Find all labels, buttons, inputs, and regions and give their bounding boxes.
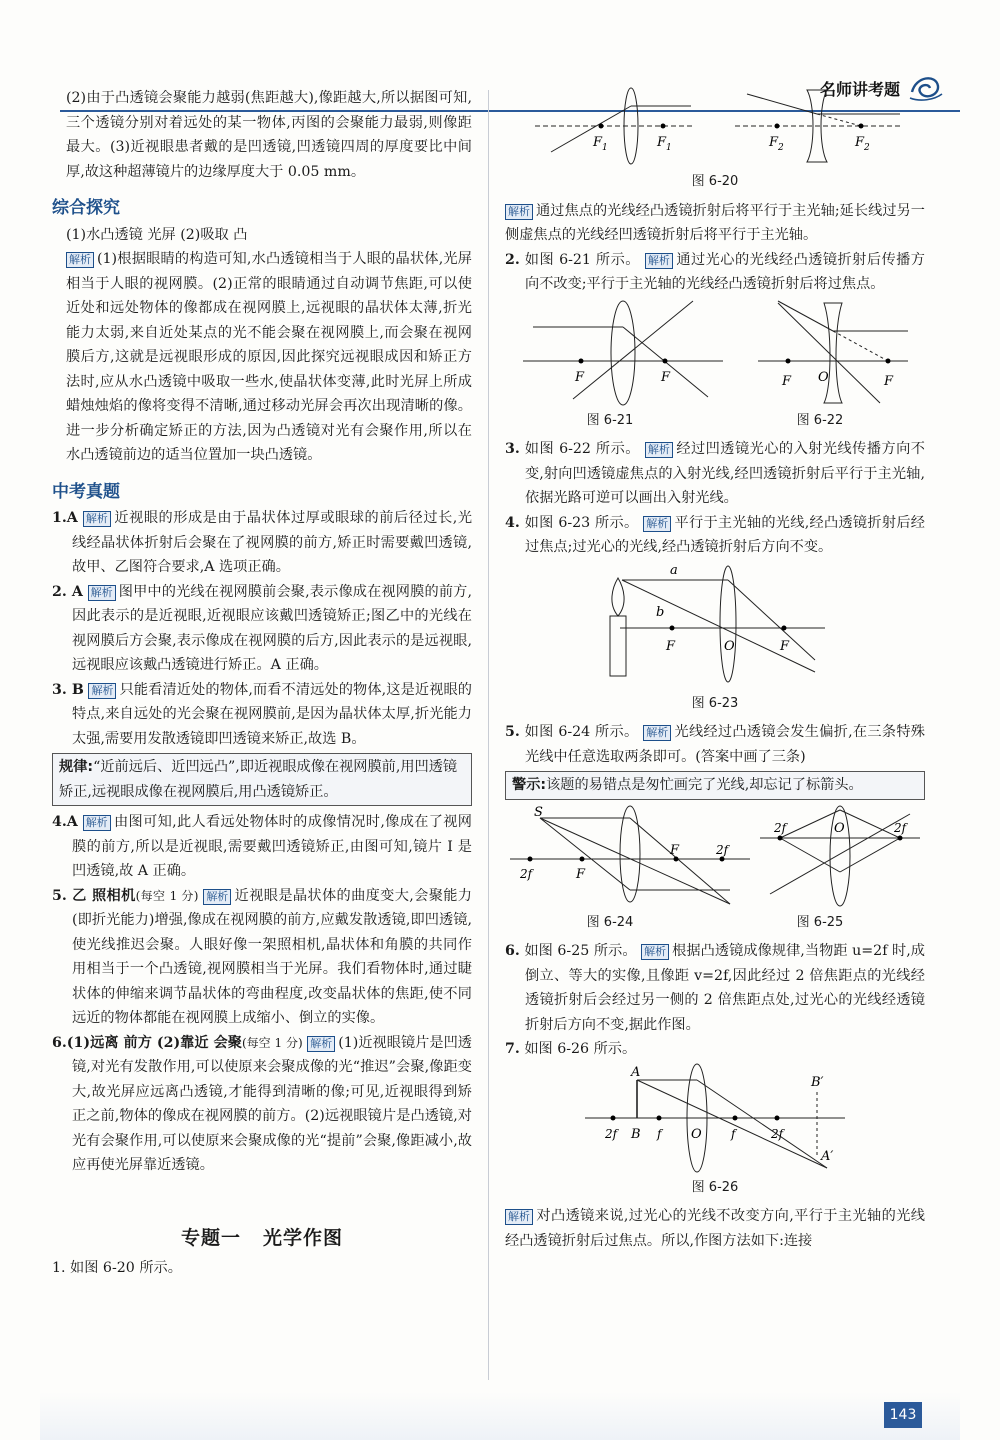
s1-analysis xyxy=(52,247,472,468)
ray xyxy=(817,114,861,126)
label-f: F xyxy=(576,866,586,882)
fig-6-23-caption: 图 6-23 xyxy=(691,695,739,711)
focus-point xyxy=(528,856,533,861)
fig-6-25-caption: 图 6-25 xyxy=(796,914,844,930)
label-f: F xyxy=(660,369,670,385)
ray xyxy=(728,580,815,660)
analysis-tag: 解析 xyxy=(641,944,669,960)
q6 xyxy=(52,1031,472,1178)
p7-analysis xyxy=(505,1204,925,1253)
label-f: F xyxy=(666,638,676,654)
label-f2-left-sub: 2 xyxy=(778,143,784,153)
p6-label: 6. xyxy=(505,943,520,959)
focus-point xyxy=(733,1115,738,1120)
special-title-b: 光学作图 xyxy=(263,1226,344,1249)
q2 xyxy=(52,580,472,678)
label-2f: 2f xyxy=(774,820,787,835)
q5 xyxy=(52,884,472,1031)
label-f: F xyxy=(780,638,790,654)
p4-analysis: 平行于主光轴的光线,经凸透镜折射后经过焦点;过光心的光线,经凸透镜折射后方向不变。 xyxy=(525,514,925,555)
q1 xyxy=(52,506,472,580)
p4-text: 如图 6-23 所示。 xyxy=(524,514,639,531)
p6-analysis: 根据凸透镜成像规律,当物距 u=2f 时,成倒立、等大的实像,且像距 v=2f,因此经过 2 倍焦距点的光线经透镜折射后会经过另一侧的 2 倍焦距点处,过光心的光线经透镜折射后方向不变,据此作图。 xyxy=(525,943,925,1033)
focus-point xyxy=(611,1115,616,1120)
p4 xyxy=(505,511,925,560)
ray xyxy=(697,1080,827,1168)
convex-lens xyxy=(611,301,635,405)
q2-text: 图甲中的光线在视网膜前会聚,表示像成在视网膜的前方,因此表示的是近视眼,近视眼应该戴凹透镜矫正;图乙中的光线在视网膜后方会聚,表示像成在视网膜的后方,因此表示的是远视眼,远视眼应该戴凸透镜进行矫正。A 正确。 xyxy=(72,583,473,673)
figure-6-22 xyxy=(758,297,908,407)
focus-point xyxy=(657,1115,662,1120)
analysis-tag: 解析 xyxy=(505,1209,533,1225)
focus-point xyxy=(661,124,666,129)
figure-6-23 xyxy=(600,560,830,690)
analysis-tag: 解析 xyxy=(203,889,231,905)
footer-band xyxy=(40,1392,960,1440)
p7-label: 7. xyxy=(505,1041,520,1057)
p2-text: 如图 6-21 所示。 xyxy=(524,251,640,268)
focus-point xyxy=(775,1115,780,1120)
q5-label: 5. 乙 照相机 xyxy=(52,887,136,904)
ray xyxy=(778,303,880,403)
focus-point xyxy=(578,358,583,363)
focus-point xyxy=(859,124,864,129)
p5-analysis: 光线经过凸透镜会发生偏折,在三条特殊光线中任意选取两条即可。(答案中画了三条) xyxy=(525,724,925,765)
label-2f: 2f xyxy=(716,842,729,857)
caption-row-21-22 xyxy=(505,407,925,438)
rule-label: 规律: xyxy=(59,759,94,775)
analysis-tag: 解析 xyxy=(645,253,673,269)
label-f: f xyxy=(731,1126,736,1141)
label-b-prime: B′ xyxy=(811,1074,824,1090)
analysis-tag: 解析 xyxy=(645,442,673,458)
label-2f: 2f xyxy=(771,1126,784,1141)
q3-text: 只能看清近处的物体,而看不清远处的物体,这是近视眼的特点,来自远处的光会聚在视网膜前,是因为晶状体太厚,折光能力太强,需要用发散透镜即凹透镜来矫正,故选 B。 xyxy=(72,681,472,747)
p2 xyxy=(505,248,925,297)
ray xyxy=(551,106,631,152)
p3-label: 3. xyxy=(505,441,520,457)
label-2f: 2f xyxy=(605,1126,618,1141)
figure-6-24 xyxy=(510,804,750,909)
focus-point xyxy=(720,856,725,861)
candle xyxy=(610,616,626,676)
ray xyxy=(637,1080,827,1168)
ray xyxy=(747,94,817,114)
intro-paragraph: (2)由于凸透镜会聚能力越弱(焦距越大),像距越大,所以据图可知,三个透镜分别对着远处的某一物体,丙图的会聚能力最弱,则像距最大。(3)近视眼患者戴的是凹透镜,凹透镜四周的厚度要比中间厚,故这种超薄镜片的边缘厚度大于 0.05 mm。 xyxy=(66,90,472,180)
label-f: F xyxy=(781,373,791,389)
label-b: b xyxy=(656,604,665,620)
label-f: F xyxy=(574,369,584,385)
section-title-comprehensive: 综合探究 xyxy=(52,198,120,218)
fig20-analysis-text: 通过焦点的光线经凸透镜折射后将平行于主光轴;延长线过另一侧虚焦点的光线经凹透镜折射后将平行于主光轴。 xyxy=(505,202,925,243)
rule-box xyxy=(52,753,472,806)
q4 xyxy=(52,810,472,884)
s1-answer: (1)水凸透镜 光屏 (2)吸取 凸 xyxy=(66,226,248,243)
label-f2-right-sub: 2 xyxy=(864,143,870,153)
label-o: O xyxy=(691,1126,702,1142)
fig-6-24-caption: 图 6-24 xyxy=(586,914,634,930)
label-o: O xyxy=(724,638,735,654)
ray xyxy=(780,838,840,872)
figure-row-21-22 xyxy=(505,297,925,407)
q4-text: 由图可知,此人看远处物体时的成像情况时,像成在了视网膜的前方,所以是近视眼,需要戴凹透镜矫正,由图可知,镜片 I 是凹透镜,故 A 正确。 xyxy=(72,814,472,879)
label-o: O xyxy=(817,369,829,385)
analysis-tag: 解析 xyxy=(505,204,533,220)
figure-6-21 xyxy=(523,297,723,407)
focus-point xyxy=(778,835,783,840)
label-b: B xyxy=(631,1126,641,1142)
label-f1-left-sub: 1 xyxy=(602,143,608,153)
fig-6-20-caption: 图 6-20 xyxy=(691,174,739,189)
fig-6-26-caption: 图 6-26 xyxy=(691,1179,739,1195)
p7 xyxy=(505,1037,925,1062)
p7-text: 如图 6-26 所示。 xyxy=(524,1041,637,1057)
label-s: S xyxy=(534,804,543,820)
focus-point xyxy=(885,358,890,363)
analysis-tag: 解析 xyxy=(83,511,111,527)
analysis-tag: 解析 xyxy=(88,683,116,699)
focus-point xyxy=(662,358,667,363)
figure-6-25 xyxy=(760,804,920,909)
warning-label: 警示: xyxy=(512,777,547,793)
label-f1-left: F xyxy=(593,135,603,150)
warning-text: 该题的易错点是匆忙画完了光线,却忘记了标箭头。 xyxy=(546,777,863,793)
figure-6-26 xyxy=(585,1062,845,1174)
ray xyxy=(622,580,815,672)
left-column xyxy=(52,86,472,1392)
analysis-tag: 解析 xyxy=(643,516,671,532)
q5-score: (每空 1 分) xyxy=(135,888,199,903)
ray xyxy=(630,818,730,904)
p3-text: 如图 6-22 所示。 xyxy=(524,441,640,457)
q6-label: 6.(1)远离 前方 (2)靠近 会聚 xyxy=(52,1034,242,1051)
analysis-tag: 解析 xyxy=(307,1036,335,1052)
focus-point xyxy=(785,358,790,363)
section-title-exam: 中考真题 xyxy=(52,481,120,502)
q1-label: 1.A xyxy=(52,510,78,526)
fig-6-21-caption: 图 6-21 xyxy=(586,412,634,428)
p2-label: 2. xyxy=(505,251,520,268)
analysis-tag: 解析 xyxy=(66,252,94,268)
label-f2-right: F xyxy=(855,135,865,150)
p4-label: 4. xyxy=(505,514,520,531)
q1-text: 近视眼的形成是由于晶状体过厚或眼球的前后径过长,光线经晶状体折射后会聚在了视网膜的前方,矫正时需要戴凹透镜,故甲、乙图符合要求,A 选项正确。 xyxy=(72,510,473,575)
q5-text: 近视眼是晶状体的曲度变大,会聚能力(即折光能力)增强,像成在视网膜的前方,应戴发散透镜,即凹透镜,使光线推迟会聚。人眼好像一架照相机,晶状体和角膜的共同作用相当于一个凸透镜,视网膜相当于光屏。我们看物体时,通过睫状体的伸缩来调节晶状体的弯曲程度,改变晶状体的焦距,使不同远近的物体都能在视网膜上成缩小、倒立的实像。 xyxy=(72,887,472,1026)
s1-analysis-text: (1)根据眼睛的构造可知,水凸透镜相当于人眼的晶状体,光屏相当于人眼的视网膜。(2)正常的眼睛通过自动调节焦距,可以使近处和远处物体的像都成在视网膜上,远视眼的晶状体太薄,折光能力太弱,来自近处某点的光不能会聚在视网膜上,而会聚在视网膜后方,这就是远视眼形成的原因,因此探究远视眼成因和矫正方法时,应从水凸透镜中吸取一些水,使晶状体变薄,此时光屏上所成蜡烛烛焰的像将变得不清晰,通过移动光屏会再次出现清晰的像。进一步分析确定矫正的方法,因为凸透镜对光有会聚作用,所以在水凸透镜前边的适当位置加一块凸透镜。 xyxy=(66,251,472,463)
p6-text: 如图 6-25 所示。 xyxy=(524,943,637,959)
label-f: F xyxy=(883,373,893,389)
ray xyxy=(840,838,900,872)
ray xyxy=(540,818,730,904)
focus-point xyxy=(599,124,604,129)
label-2f: 2f xyxy=(894,820,907,835)
focus-point xyxy=(580,856,585,861)
label-f1-right-sub: 1 xyxy=(666,143,672,153)
focus-point xyxy=(898,835,903,840)
page-number: 143 xyxy=(884,1402,922,1428)
analysis-tag: 解析 xyxy=(643,725,671,741)
p7-analysis-text: 对凸透镜来说,过光心的光线不改变方向,平行于主光轴的光线经凸透镜折射后过焦点。所以,作图方法如下:连接 xyxy=(505,1208,925,1249)
ray xyxy=(833,331,888,361)
focus-point xyxy=(670,625,675,630)
fig20-analysis xyxy=(505,199,925,248)
analysis-tag: 解析 xyxy=(88,585,116,601)
q6-score: (每空 1 分) xyxy=(241,1035,303,1050)
label-f: F xyxy=(670,842,680,858)
q6-text: (1)近视眼镜片是凹透镜,对光有发散作用,可以使原来会聚成像的光“推迟”会聚,像距变大,故光屏应远离凸透镜,才能得到清晰的像;可见,近视眼得到矫正之前,物体的像成在视网膜的前方。(2)远视眼镜片是凸透镜,对光有会聚作用,可以使原来会聚成像的光“提前”会聚,像距减小,故应再使光屏靠近透镜。 xyxy=(72,1034,472,1173)
p2-analysis: 通过光心的光线经凸透镜折射后传播方向不改变;平行于主光轴的光线经凸透镜折射后将过焦点。 xyxy=(525,251,925,292)
p6 xyxy=(505,939,925,1037)
column-divider xyxy=(488,90,489,1380)
special-title-a: 专题一 xyxy=(180,1226,241,1249)
label-a: a xyxy=(670,562,678,578)
q4-label: 4.A xyxy=(52,814,78,830)
special-topic-title xyxy=(52,1226,472,1251)
flame xyxy=(612,578,624,616)
p3 xyxy=(505,437,925,511)
right-column xyxy=(505,86,925,1392)
rule-text: “近前远后、近凹远凸”,即近视眼成像在视网膜前,用凹透镜矫正,远视眼成像在视网膜后,用凸透镜矫正。 xyxy=(59,759,458,800)
running-head: 名师讲考题 xyxy=(819,80,900,99)
label-f2-left: F xyxy=(769,135,779,150)
caption-row-24-25 xyxy=(505,909,925,940)
p5 xyxy=(505,720,925,769)
warning-box xyxy=(505,771,925,800)
p5-label: 5. xyxy=(505,724,520,740)
convex-lens xyxy=(720,566,736,682)
q3-label: 3. B xyxy=(52,681,84,698)
p3-analysis: 经过凹透镜光心的入射光线传播方向不变,射向凹透镜虚焦点的入射光线,经凹透镜折射后平行于主光轴,依据光路可逆可以画出入射光线。 xyxy=(525,441,925,506)
figure-6-20 xyxy=(515,86,915,168)
analysis-tag: 解析 xyxy=(83,815,111,831)
convex-lens xyxy=(620,806,640,902)
concave-lens xyxy=(824,303,842,403)
label-o: O xyxy=(834,820,845,836)
focus-point xyxy=(775,124,780,129)
p1-text: 1. 如图 6-20 所示。 xyxy=(52,1260,182,1276)
fig-6-22-caption: 图 6-22 xyxy=(796,412,844,428)
p5-text: 如图 6-24 所示。 xyxy=(524,724,639,740)
label-a: A xyxy=(631,1064,641,1080)
label-f: f xyxy=(657,1126,662,1141)
q2-label: 2. A xyxy=(52,583,83,600)
figure-row-24-25 xyxy=(505,804,925,909)
label-f1-right: F xyxy=(657,135,667,150)
q3 xyxy=(52,678,472,752)
focus-point xyxy=(782,625,787,630)
label-a-prime: A′ xyxy=(821,1148,834,1164)
label-2f: 2f xyxy=(520,866,533,881)
